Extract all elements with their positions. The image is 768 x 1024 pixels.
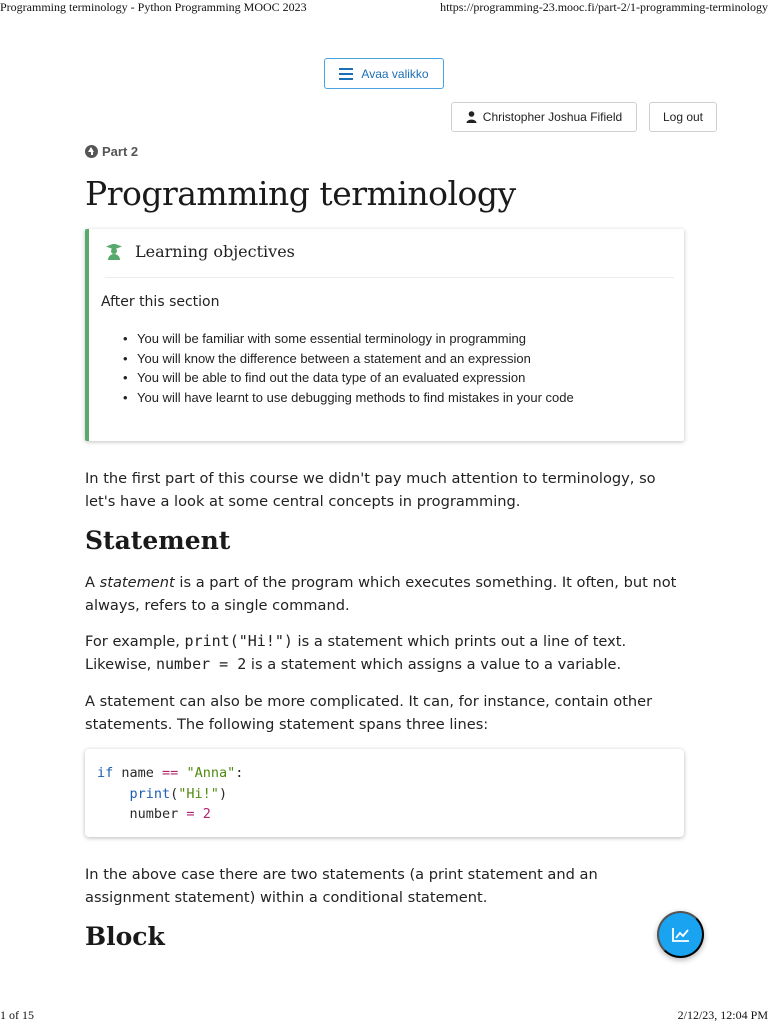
statement-paragraph-2: For example, print("Hi!") is a statement which prints out a line of text. Likewise, number = 2 is a statement which assigns a value to a variable. bbox=[85, 632, 627, 673]
print-footer bbox=[0, 1008, 768, 1024]
objective-item: • You will know the difference between a statement and an expression bbox=[121, 349, 574, 369]
page-title: Programming terminology bbox=[85, 174, 516, 213]
code-line: number = 2 bbox=[129, 806, 211, 822]
statement-term: statement bbox=[99, 574, 175, 591]
block-heading: Block bbox=[85, 922, 165, 951]
objective-item: • You will be able to find out the data type of an evaluated expression bbox=[121, 368, 574, 388]
objectives-list bbox=[121, 329, 574, 408]
objectives-header bbox=[105, 242, 295, 261]
objective-item: • You will be familiar with some essential terminology in programming bbox=[121, 329, 574, 349]
user-icon bbox=[466, 111, 477, 123]
open-menu-label: Avaa valikko bbox=[361, 66, 429, 81]
user-profile-button[interactable] bbox=[451, 102, 637, 132]
chart-line-icon bbox=[671, 927, 691, 943]
code-block bbox=[85, 749, 684, 837]
statement-heading: Statement bbox=[85, 526, 231, 555]
print-header-title: Programming terminology - Python Programming MOOC 2023 bbox=[0, 0, 307, 14]
statement-paragraph-3: A statement can also be more complicated. It can, for instance, contain other statements. The following statement spans three lines: bbox=[85, 693, 653, 733]
learning-objectives-box bbox=[85, 229, 684, 441]
logout-button[interactable]: Log out bbox=[649, 102, 717, 132]
objectives-intro: After this section bbox=[101, 294, 220, 310]
print-header bbox=[0, 0, 768, 16]
print-footer-page: 1 of 15 bbox=[0, 1008, 34, 1022]
hamburger-icon bbox=[339, 68, 353, 79]
after-code-paragraph: In the above case there are two statements (a print statement and an assignment statement) within a conditional statement. bbox=[85, 866, 598, 906]
inline-code-assign: number = 2 bbox=[155, 655, 247, 673]
arrow-up-circle-icon bbox=[85, 145, 98, 158]
objectives-heading: Learning objectives bbox=[135, 242, 295, 261]
objectives-divider bbox=[105, 277, 674, 278]
statement-paragraph-1: A statement is a part of the program which executes something. It often, but not always, refers to a single command. bbox=[85, 574, 677, 614]
code-line: if name == "Anna": bbox=[97, 765, 244, 781]
code-line: print("Hi!") bbox=[129, 785, 228, 802]
user-name: Christopher Joshua Fifield bbox=[482, 110, 623, 124]
open-menu-button[interactable] bbox=[324, 58, 444, 89]
progress-fab-button[interactable] bbox=[657, 911, 704, 958]
part-link[interactable] bbox=[85, 144, 138, 159]
inline-code-print: print("Hi!") bbox=[184, 632, 293, 650]
print-footer-datetime: 2/12/23, 12:04 PM bbox=[677, 1008, 768, 1022]
intro-paragraph: In the first part of this course we didn't pay much attention to terminology, so let's have a look at some central concepts in programming. bbox=[85, 470, 656, 510]
part-link-label: Part 2 bbox=[102, 144, 139, 159]
graduate-icon bbox=[105, 243, 123, 261]
print-header-url: https://programming-23.mooc.fi/part-2/1-programming-terminology bbox=[440, 0, 768, 14]
objective-item: • You will have learnt to use debugging methods to find mistakes in your code bbox=[121, 388, 574, 408]
